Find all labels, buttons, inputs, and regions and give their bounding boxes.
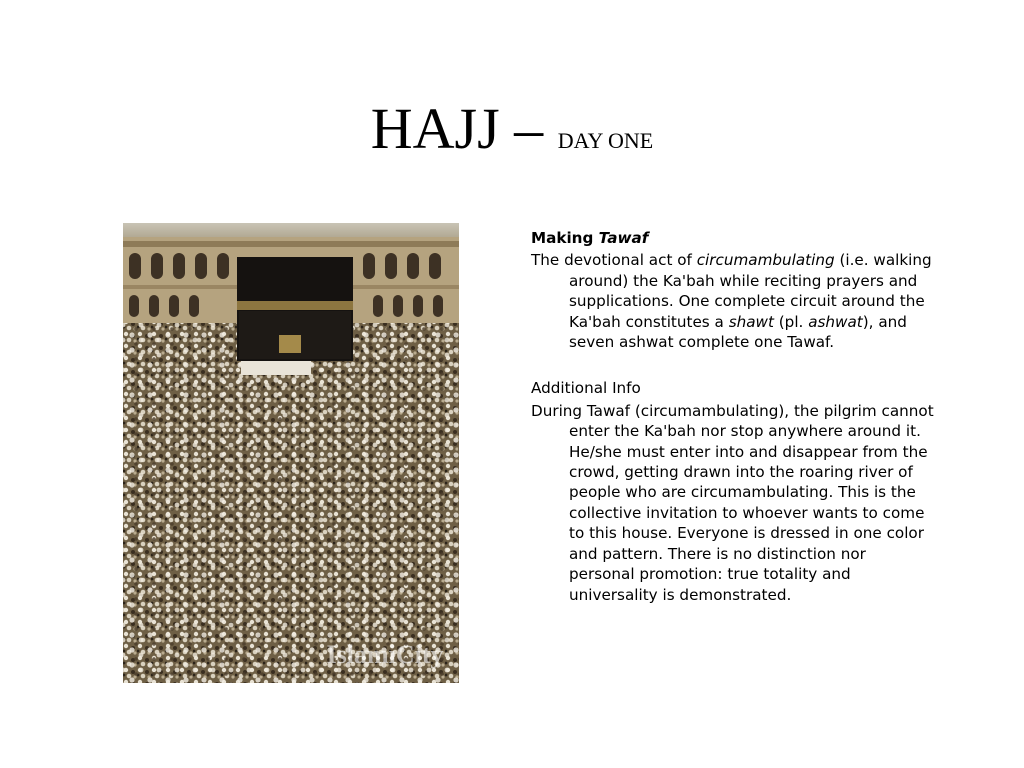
image-watermark: IslamiCity	[326, 640, 444, 669]
title-main: HAJJ –	[370, 96, 558, 161]
slide-title	[0, 96, 1024, 161]
text-column	[531, 228, 936, 605]
section-heading-additional-info: Additional Info	[531, 379, 641, 398]
additional-info-text: During Tawaf (circumambulating), the pilgrim cannot enter the Ka'bah nor stop anywhere around it. He/she must enter into and disappear from the crowd, getting drawn into the roaring river of people who are circumambulating. This is the collective invitation to whoever wants to come to this house. Everyone is dressed in one color and pattern. There is no distinction nor personal promotion: true totality and universality is demonstrated.	[531, 401, 934, 604]
section-heading-tawaf: Making Tawaf	[531, 229, 649, 247]
title-subtitle: DAY ONE	[557, 128, 654, 153]
kaaba-photo	[123, 223, 459, 683]
tawaf-definition: The devotional act of circumambulating (i.e. walking around) the Ka'bah while reciting prayers and supplications. One complete circuit around the Ka'bah constitutes a shawt (pl. ashwat), and seven ashwat complete one Tawaf.	[531, 251, 932, 352]
